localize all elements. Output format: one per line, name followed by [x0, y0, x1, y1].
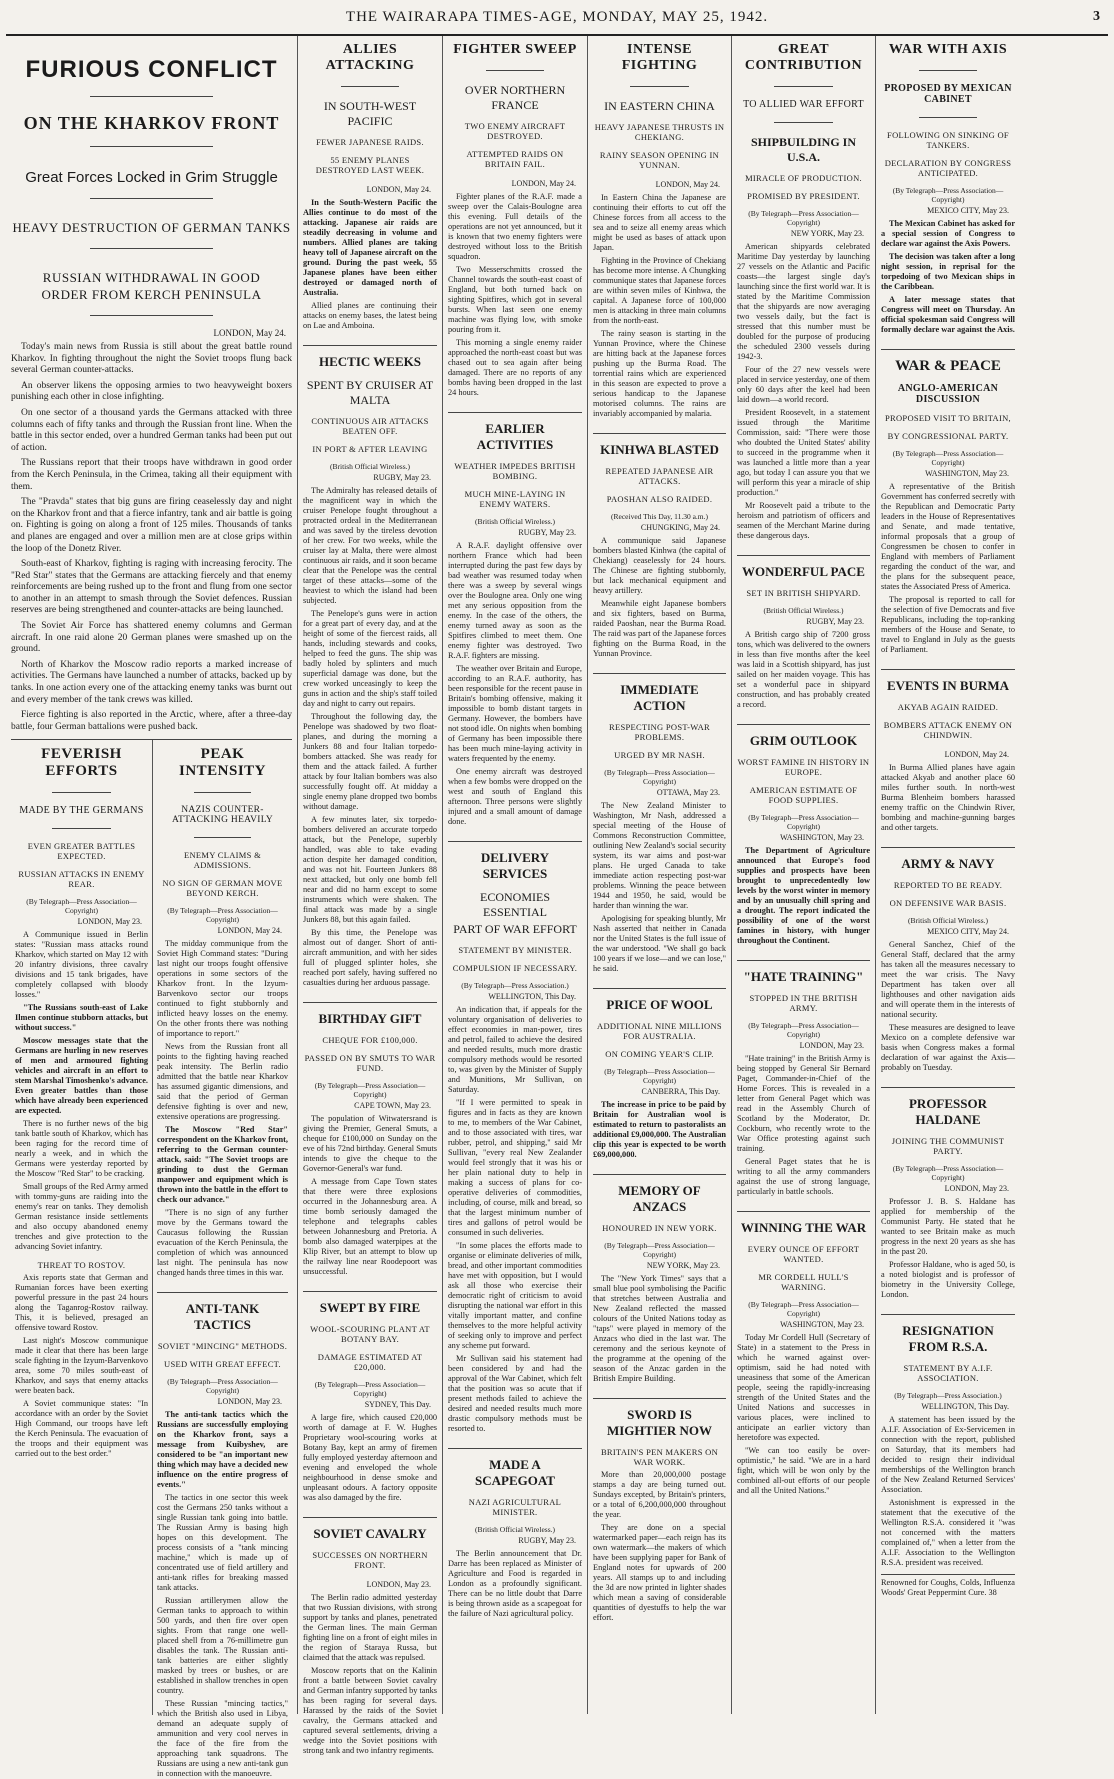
cavalry-para: The Berlin radio admitted yesterday that two Russian divisions, with strong support by tanks and planes, penetrated the German lines. The main German fighting line on a front of eight miles in the region of Staraya Russa, but claimed that the attack was repulsed. — [303, 1593, 437, 1662]
feverish-subhead-rostov: THREAT TO ROSTOV. — [37, 1260, 126, 1271]
fire-headline: SWEPT BY FIRE — [303, 1291, 437, 1316]
intense-para: The rainy season is starting in the Yunnan Province, where the Chinese are hitting back at the Japanese forces pushing up the Burma Road. The torrential rains which are experienced in this season are expected to prove a serious handicap to the Japanese motorised columns. The rains are invariably accompanied by malaria. — [593, 329, 726, 418]
antitank-dateline: LONDON, May 23. — [217, 1397, 282, 1407]
hectic-headline: HECTIC WEEKS — [303, 345, 437, 370]
hate-para: "Hate training" in the British Army is being stopped by General Sir Bernard Paget, Commander-in-Chief of the Home Forces. This is revealed in a letter from General Paget which was read in the Assembly Church of Scotland by the Moderator, Dr. Cockburn, who recently wrote to the War Office protesting against such training. — [737, 1054, 870, 1153]
action-headline: IMMEDIATE ACTION — [593, 673, 726, 714]
cavalry-headline: SOVIET CAVALRY — [303, 1517, 437, 1542]
army-headline: ARMY & NAVY — [881, 847, 1015, 872]
earlier-para: A R.A.F. daylight offensive over northern France which had been interrupted during the past few days by bad weather was resumed today when there was a sweep by several wings over the Boulogne area. Only one wing met any serious opposition from the enemy. In the case of the others, the enemy turned away as soon as the Spitfires climbed to meet them. One enemy fighter was destroyed. Two R.A.F. fighters are missing. — [448, 541, 582, 660]
hectic-para: The Penelope's guns were in action for a great part of every day, and at the height of some of the fiercest raids, all hands, including stewards and cooks, helped to feed the guns. The ship was badly holed by splinters and much superficial damage was done, but the crew worked unceasingly to keep the guns in action and the ship's staff toiled day and night to carry out repairs. — [303, 609, 437, 708]
fighter-dateline: LONDON, May 24. — [511, 179, 576, 188]
earlier-subhead: WEATHER IMPEDES BRITISH BOMBING. — [454, 461, 576, 481]
wool-subhead: ADDITIONAL NINE MILLIONS FOR AUSTRALIA. — [597, 1021, 722, 1041]
scapegoat-dateline: RUGBY, May 23. — [518, 1536, 576, 1545]
warpeace-para: The proposal is reported to call for the selection of five Democrats and five Republicans, including the top-ranking members of the House and Senate, to travel to England in July as the guests of Parliament. — [881, 595, 1015, 654]
army-para: These measures are designed to leave Mexico on a complete defensive war basis when Congress makes a formal declaration of war against the Axis—probably on Tuesday. — [881, 1023, 1015, 1072]
fire-subhead: DAMAGE ESTIMATED AT £20,000. — [317, 1352, 423, 1372]
great-para: Four of the 27 new vessels were placed in service yesterday, one of them only 60 days after the keel had been laid down—a world record. — [737, 365, 870, 404]
axis-credit: (By Telegraph—Press Association—Copyright) — [892, 186, 1004, 204]
axis-subhead: DECLARATION BY CONGRESS ANTICIPATED. — [884, 158, 1012, 178]
anzacs-para: The "New York Times" says that a small blue pool symbolising the Pacific that stretches between Australia and New Zealand reflected the massed colours of the United Nations today as "taps" were played in memory of the Anzacs who died in the last war. The ceremony and the serious keynote of the programme at the opening of the season of the Anzac garden in the British Empire Building. — [593, 1274, 726, 1383]
pace-subhead: SET IN BRITISH SHIPYARD. — [746, 588, 861, 598]
antitank-credit: (By Telegraph—Press Association—Copyright) — [167, 1377, 278, 1396]
great-column — [732, 36, 876, 1714]
earlier-subhead: MUCH MINE-LAYING IN ENEMY WATERS. — [464, 489, 566, 509]
action-credit: (By Telegraph—Press Association—Copyright) — [604, 768, 715, 786]
hectic-para: The Admiralty has released details of the magnificent way in which the cruiser Penelope fought throughout a protracted ordeal in the Mediterranean and was saved by the tireless devotion of her crew. For two weeks, while the cruiser lay at Malta, there were almost continuous air raids, and it soon became clear that the Penelope was the central target of these attacks—some of the heaviest to which the island had been subjected. — [303, 486, 437, 605]
birthday-para: The population of Witwatersrand is giving the Premier, General Smuts, a cheque for £100,000 on Sunday on the eve of his 72nd birthday. General Smuts intends to give the cheque to the Governor-General's war fund. — [303, 1114, 437, 1173]
army-dateline: MEXICO CITY, May 24. — [927, 927, 1009, 936]
grim-para: The Department of Agriculture announced that Europe's food supplies and prospects have been brought to unprecedentedly low levels by the worst winter in memory and by an unusually chill spring and a drought. The report indicated the possibility of one of the worst famines in history, with hunger throughout the Continent. — [737, 846, 870, 945]
birthday-credit: (By Telegraph—Press Association—Copyright) — [314, 1081, 426, 1099]
axis-para: The decision was taken after a long night session, in reprisal for the torpedoing of two Mexican ships in the Caribbean. — [881, 252, 1015, 291]
antitank-para: The anti-tank tactics which the Russians are successfully employing on the Kharkov front, says a message from Kuibyshev, are considered to be "an important new thing which may have a decided new influence on the entire progress of events." — [157, 1410, 288, 1490]
kinhwa-headline: KINHWA BLASTED — [593, 433, 726, 458]
great-subhead: PROMISED BY PRESIDENT. — [747, 191, 860, 201]
delivery-para: "In some places the efforts made to organise or eliminate deliveries of milk, bread, and other important commodities have met with opposition, but I would ask all those who exercise their democratic right of criticism to avoid disrupting the national war effort in this vitally important matter, and confine themselves to the more helpful activity of seeking only to improve and perfect any scheme put forward. — [448, 1241, 582, 1350]
hate-para: General Paget states that he is writing to all the army commanders against the use of strong language, particularly in battle schools. — [737, 1157, 870, 1196]
lead-para: The Soviet Air Force has shattered enemy columns and German aircraft. In one raid alone 20 German planes were smashed up on the ground. — [11, 621, 292, 655]
antitank-para: The tactics in one sector this week cost the Germans 250 tanks without a single Russian tank going into battle. The Russian Army is basing high hopes on this development. The process consists of a "tank mincing machine," which is made up of concentrated use of field artillery and anti-tank rifles for breaking massed tank attacks. — [157, 1493, 288, 1593]
sword-para: They are done on a special watermarked paper—each reign has its own watermark—the makers of which have been supplying paper for Bank of England notes for upwards of 200 years. All stamps up to and including the 3d are now printed in lighter shades which mean a saving of considerable quantities of dyestuffs to help the war effort. — [593, 1523, 726, 1622]
wool-para: The increase in price to be paid by Britain for Australian wool is estimated to return to pastoralists an additional £9,000,000. The Australian clip this year is expected to be worth £69,000,000. — [593, 1100, 726, 1159]
antitank-para: Russian artillerymen allow the German tanks to approach to within 500 yards, and then fire over open sights. From that range one well-placed shell from a 76-millimetre gun disables the tank. The Russian anti-tank batteries are either slightly masked by trees or bushes, or are established in shallow trenches in open country. — [157, 1596, 288, 1696]
action-dateline: OTTAWA, May 23. — [656, 788, 720, 797]
kinhwa-subhead: PAOSHAN ALSO RAIDED. — [606, 494, 713, 504]
advert-footer: Renowned for Coughs, Colds, Influenza Woods' Great Peppermint Cure. 38 — [881, 1574, 1015, 1598]
earlier-headline: EARLIER ACTIVITIES — [448, 412, 582, 453]
antitank-subhead: SOVIET "MINCING" METHODS. — [157, 1341, 288, 1352]
peak-para: News from the Russian front all points to the fighting having reached peak intensity. The Berlin radio admitted that the battle near Kharkov has assumed gigantic dimensions, and said that the period of German defensive fighting is over and new, extensive operations are progressing. — [157, 1042, 288, 1122]
feverish-subhead: EVEN GREATER BATTLES EXPECTED. — [27, 841, 136, 862]
hectic-para: By this time, the Penelope was almost out of danger. Short of anti-aircraft ammunition, and with her sides full of plugged splinter holes, she reached port safely, having suffered no casualties during her arduous passage. — [303, 928, 437, 987]
feverish-dateline: LONDON, May 23. — [77, 917, 142, 927]
pace-para: A British cargo ship of 7200 gross tons, which was delivered to the owners in less than five months after the keel was laid in a Scottish shipyard, has just sailed on her maiden voyage. This has set a wonderful pace in shipyard construction, and has probably created a record. — [737, 630, 870, 709]
lead-subhead-great-forces: Great Forces Locked in Grim Struggle — [25, 169, 278, 186]
haldane-headline: PROFESSOR HALDANE — [881, 1087, 1015, 1128]
feverish-para: A Communique issued in Berlin states: "Russian mass attacks round Kharkov, which started on May 12 with 20 infantry divisions, three cavalry divisions and 15 tank brigades, have completely collapsed with bloody losses." — [15, 930, 148, 1000]
warpeace-credit: (By Telegraph—Press Association—Copyright) — [892, 449, 1004, 467]
cavalry-subhead: SUCCESSES ON NORTHERN FRONT. — [312, 1550, 428, 1570]
sword-para: More than 20,000,000 postage stamps a day are being turned out. Sundays excepted, by Britain's printers, or a total of 6,200,000,000 throughout the year. — [593, 1470, 726, 1519]
intense-para: Fighting in the Province of Chekiang has become more intense. A Chungking communique states that Japanese forces are within seven miles of Kinhwa, the capital. A Japanese force of 100,000 men is attacking in three main columns from the north-east. — [593, 256, 726, 325]
delivery-subhead: ECONOMIES ESSENTIAL — [479, 890, 550, 919]
army-subhead: ON DEFENSIVE WAR BASIS. — [889, 898, 1007, 908]
action-subhead: URGED BY MR NASH. — [614, 750, 705, 760]
delivery-para: An indication that, if appeals for the voluntary organisation of deliveries to effect economies in man-power, tires and petrol, failed to achieve the desired and needed results, much more drastic compulsory methods would be resorted to, was given by the Minister of Supply and Munitions, Mr Sullivan, on Saturday. — [448, 1005, 582, 1094]
fire-credit: (By Telegraph—Press Association—Copyright) — [314, 1380, 426, 1398]
wool-dateline: CANBERRA, This Day. — [641, 1087, 720, 1096]
lead-para: An observer likens the opposing armies to two heavyweight boxers punishing each other in close infighting. — [11, 380, 292, 403]
haldane-dateline: LONDON, May 23. — [944, 1184, 1009, 1193]
action-para: The New Zealand Minister to Washington, Mr Nash, addressed a special meeting of the House of Commons Reconstruction Committee, outlining New Zealand's social security system, its war aims and post-war plans. He urged Canada to take immediate action respecting post-war problems. Winning the peace between 1944 and 1950, he said, would be harder than winning the war. — [593, 801, 726, 910]
peak-dateline: LONDON, May 24. — [217, 926, 282, 936]
anzacs-dateline: NEW YORK, May 23. — [646, 1261, 720, 1270]
feverish-headline: FEVERISH EFFORTS — [41, 746, 122, 780]
scapegoat-headline: MADE A SCAPEGOAT — [448, 1448, 582, 1489]
rsa-headline: RESIGNATION FROM R.S.A. — [881, 1314, 1015, 1355]
pace-dateline: RUGBY, May 23. — [806, 617, 864, 626]
haldane-subhead: JOINING THE COMMUNIST PARTY. — [891, 1136, 1005, 1156]
delivery-subhead: PART OF WAR EFFORT — [453, 922, 577, 936]
intense-para: In Eastern China the Japanese are continuing their efforts to cut off the Chinese forces from all access to the sea and to seize all enemy areas which might be used as bases of attack upon Japan. — [593, 193, 726, 252]
feverish-para: A Soviet communique states: "In accordance with an order by the Soviet High Command, our troops have left the Kerch Peninsula. The evacuation of the troops and their equipment was carried out to the best order." — [15, 1399, 148, 1459]
hectic-subhead: CONTINUOUS AIR ATTACKS BEATEN OFF. — [311, 416, 429, 436]
fire-subhead: WOOL-SCOURING PLANT AT BOTANY BAY. — [310, 1324, 430, 1344]
delivery-subhead: COMPULSION IF NECESSARY. — [452, 963, 578, 973]
lead-subhead-kharkov: ON THE KHARKOV FRONT — [23, 113, 280, 133]
peak-para: The Moscow "Red Star" correspondent on the Kharkov front, referring to the German counter-attack, said: "The Soviet troops are grinding to dust the German manpower and equipment which is thrown into the battle in the effort to check our advance." — [157, 1125, 288, 1205]
birthday-headline: BIRTHDAY GIFT — [303, 1002, 437, 1027]
hectic-para: A few minutes later, six torpedo-bombers delivered an accurate torpedo attack, but the Penelope, superbly handled, was able to take evading action despite her damaged condition, and was not hit. Fourteen Junkers 88 next attacked, but only one bomb fell near and did no harm except to some instruments which were shaken. The final attack was made by a single Junkers 88, but this again failed. — [303, 815, 437, 924]
axis-dateline: MEXICO CITY, May 23. — [927, 206, 1009, 215]
feverish-para: There is no further news of the big tank battle south of Kharkov, which has been raging for the record time of nearly a week, and in which the Germans were yesterday reported by the Moscow "Red Star" to be cracking. — [15, 1119, 148, 1179]
lead-dateline: LONDON, May 24. — [213, 328, 286, 338]
warpeace-subhead: BY CONGRESSIONAL PARTY. — [887, 431, 1009, 441]
fighter-subhead: ATTEMPTED RAIDS ON BRITAIN FAIL. — [466, 149, 564, 169]
antitank-subhead: USED WITH GREAT EFFECT. — [164, 1359, 281, 1370]
rsa-dateline: WELLINGTON, This Day. — [921, 1402, 1009, 1411]
hectic-para: Throughout the following day, the Penelope was shadowed by two float-planes, and during the morning a Junkers 88 and four Italian torpedo-bombers attacked. She was ready for them and the attack failed. A further attack by four Italian bombers was also successfully fought off. At midday a single enemy plane dropped two bombs without damage. — [303, 712, 437, 811]
earlier-credit: (British Official Wireless.) — [474, 517, 556, 526]
earlier-para: The weather over Britain and Europe, according to an R.A.F. authority, has been responsible for the recent pause in Britain's bombing offensive, making it impossible to bomb distant targets in Germany. However, the bombers have not stood idle. On nights when bombing of Germany has been impossible there has been much mine-laying activity in waters frequented by the enemy. — [448, 664, 582, 763]
feverish-subhead: RUSSIAN ATTACKS IN ENEMY REAR. — [18, 869, 145, 890]
wool-credit: (By Telegraph—Press Association—Copyright) — [604, 1067, 715, 1085]
axis-column — [876, 36, 1020, 1714]
axis-headline: WAR WITH AXIS — [888, 42, 1008, 57]
rsa-para: A statement has been issued by the A.I.F. Association of Ex-Servicemen in connection with the report, published on Saturday, that its members had decided to resign their individual memberships of the Wellington branch of the New Zealand Returned Services' Association. — [881, 1415, 1015, 1494]
peak-subhead: NAZIS COUNTER-ATTACKING HEAVILY — [171, 805, 274, 826]
sword-subhead: BRITAIN'S PEN MAKERS ON WAR WORK. — [600, 1447, 719, 1467]
winning-dateline: WASHINGTON, May 23. — [780, 1320, 864, 1329]
winning-subhead: EVERY OUNCE OF EFFORT WANTED. — [747, 1244, 860, 1264]
feverish-para: Axis reports state that German and Rumanian forces have been exerting powerful pressure in the past 24 hours along the Taganrog-Rostov railway. This, it is believed, presaged an offensive toward Rostov. — [15, 1273, 148, 1333]
army-subhead: REPORTED TO BE READY. — [893, 880, 1003, 890]
fighter-subhead: OVER NORTHERN FRANCE — [464, 83, 566, 112]
fighter-para: This morning a single enemy raider approached the north-east coast but was chased out to sea again after being damaged. There are no reports of any bombs having been dropped in the last 24 hours. — [448, 338, 582, 397]
scapegoat-para: The Berlin announcement that Dr. Darre has been replaced as Minister of Agriculture and Food is regarded in London as a profoundly significant. There can be no little doubt that Darre is being thrown aside as a scapegoat for the failure of Nazi agricultural policy. — [448, 1549, 582, 1618]
feverish-para: Small groups of the Red Army armed with tommy-guns are raiding into the enemy's rear on tanks. They demolish German resistance inside settlements and also occupy abandoned enemy trenches and give protection to the advancing Soviet infantry. — [15, 1182, 148, 1252]
lead-para: On one sector of a thousand yards the Germans attacked with three columns each of fifty tanks and through the Russian front line. When the battle in this sector ended, over a hundred German tanks had been put out of action. — [11, 407, 292, 453]
intense-subhead: HEAVY JAPANESE THRUSTS IN CHEKIANG. — [594, 122, 725, 142]
winning-subhead: MR CORDELL HULL'S WARNING. — [758, 1272, 849, 1292]
warpeace-dateline: WASHINGTON, May 23. — [925, 469, 1009, 478]
winning-para: Today Mr Cordell Hull (Secretary of State) in a statement to the Press in which he warned against over-optimism, said he had noted with uneasiness that some of the American people, seeing the rapidly-increasing strength of the United States and the United Nations and successes in various places, were inclined to anticipate an earlier victory than heretofore was expected. — [737, 1333, 870, 1442]
hate-subhead: STOPPED IN THE BRITISH ARMY. — [749, 993, 858, 1013]
winning-credit: (By Telegraph—Press Association—Copyright) — [748, 1300, 859, 1318]
cavalry-dateline: LONDON, May 23. — [366, 1580, 431, 1589]
wool-headline: PRICE OF WOOL — [593, 988, 726, 1013]
haldane-para: Professor J. B. S. Haldane has applied for membership of the Communist Party. He stated that he wanted to see Britain make as much progress in the next 20 years as she has in the past 20. — [881, 1197, 1015, 1256]
delivery-headline: DELIVERY SERVICES — [448, 841, 582, 882]
hectic-subhead: SPENT BY CRUISER AT MALTA — [306, 378, 434, 407]
intense-subhead: IN EASTERN CHINA — [604, 99, 715, 113]
grim-headline: GRIM OUTLOOK — [737, 724, 870, 749]
allies-para: Allied planes are continuing their attacks on enemy bases, the latest being on Lae and Amboina. — [303, 301, 437, 330]
birthday-subhead: PASSED ON BY SMUTS TO WAR FUND. — [304, 1053, 436, 1073]
antitank-para: These Russian "mincing tactics," which the British also used in Libya, demand an adequate supply of ammunition and very cool nerves in the face of the fire from the approaching tank squadrons. The Russians are using a new anti-tank gun in connection with the manoeuvre. — [157, 1699, 288, 1779]
peak-subhead: ENEMY CLAIMS & ADMISSIONS. — [183, 850, 262, 871]
burma-headline: EVENTS IN BURMA — [881, 669, 1015, 694]
burma-dateline: LONDON, May 24. — [944, 750, 1009, 759]
warpeace-para: A representative of the British Government has conferred secretly with the Republican and Democratic Party leaders in the House of Representatives and Senate, and made tentative, informal proposals that a group of Congressmen be chosen to confer in England with members of Parliament regarding the conduct of the war, and the plans for the subsequent peace, states the Associated Press of America. — [881, 482, 1015, 591]
lead-para: North of Kharkov the Moscow radio reports a marked increase of activities. The Germans have launched a number of attacks, backed up by tanks. In one action every one of the attacking enemy tanks was burnt out and every member of the tank crews was killed. — [11, 659, 292, 705]
peak-para: The midday communique from the Soviet High Command states: "During last night our troops fought offensive operations in some sectors of the Kharkov front. In the Izyum-Barvenkovo sector our troops continued to fight stubbornly and inflicted heavy losses on the enemy. On the other fronts there was nothing of importance to report." — [157, 939, 288, 1039]
hectic-dateline: RUGBY, May 23. — [373, 473, 431, 482]
feverish-subhead: MADE BY THE GERMANS — [19, 805, 144, 817]
burma-para: In Burma Allied planes have again attacked Akyab and another place 60 miles further south. In north-west Burma Blenheim bombers harassed enemy traffic on the Chindwin River, bombing and machine-gunning barges and other targets. — [881, 763, 1015, 832]
earlier-para: One enemy aircraft was destroyed when a few bombs were dropped on the west and south of England this afternoon. Three persons were slightly injured and a small amount of damage done. — [448, 767, 582, 826]
allies-para: In the South-Western Pacific the Allies continue to do most of the attacking. Japanese air raids are steadily decreasing in volume and numbers. Allied planes are taking heavy toll of Japanese aircraft on the ground. During the past week, 55 Japanese planes have been either destroyed or damaged north of Australia. — [303, 198, 437, 297]
peak-para: "There is no sign of any further move by the Germans toward the Caucasus following the Russian evacuation of the Kerch Peninsula, the completion of which was announced last night. The peninsula has now changed hands three times in this war. — [157, 1208, 288, 1278]
birthday-dateline: CAPE TOWN, May 23. — [354, 1101, 431, 1110]
allies-subhead: FEWER JAPANESE RAIDS. — [316, 137, 424, 147]
lead-para: South-east of Kharkov, fighting is raging with increasing ferocity. The "Red Star" states that the Germans are attacking fiercely and that enemy reinforcements are being rushed up to the front and flung from one sector to another in an attempt to smash through the Soviet defences. Russian reserves are being strengthened and counter-attacks are being launched. — [11, 559, 292, 616]
fighter-para: Two Messerschmitts crossed the Channel towards the south-east coast of England, but both turned back on sighting Spitfires, which got in several bursts. When last seen one enemy machine was flying low, with smoke pouring from it. — [448, 265, 582, 334]
kinhwa-credit: (Received This Day, 11.30 a.m.) — [611, 512, 708, 521]
great-credit: (By Telegraph—Press Association—Copyright) — [748, 209, 859, 227]
feverish-story — [11, 740, 153, 1715]
wool-subhead: ON COMING YEAR'S CLIP. — [605, 1049, 714, 1059]
hectic-subhead: IN PORT & AFTER LEAVING — [312, 444, 428, 454]
grim-credit: (By Telegraph—Press Association—Copyright) — [748, 813, 859, 831]
allies-subhead: 55 ENEMY PLANES DESTROYED LAST WEEK. — [315, 155, 425, 175]
kinhwa-dateline: CHUNGKING, May 24. — [640, 523, 720, 532]
allies-subhead: IN SOUTH-WEST PACIFIC — [323, 99, 417, 128]
intense-column — [588, 36, 732, 1714]
cavalry-para: Moscow reports that on the Kalinin front a battle between Soviet cavalry and German infantry supported by tanks has been raging for several days. Harassed by the raids of the Soviet cavalry, the Germans attacked and captured several settlements, driving a wedge into the Soviet positions with strong tank and two infantry regiments. — [303, 1666, 437, 1755]
feverish-para: Moscow messages state that the Germans are hurling in new reserves of men and armoured fighting vehicles and aircraft in an effort to stem Marshal Timoshenko's advance. Even greater battles than those which have already been experienced are expected. — [15, 1036, 148, 1116]
feverish-para: Last night's Moscow communique made it clear that there has been large scale fighting in the Izyum-Barvenkovo area, some 70 miles south-east of Kharkov, and says that enemy attacks were beaten back. — [15, 1336, 148, 1396]
warpeace-subhead: ANGLO-AMERICAN DISCUSSION — [897, 383, 999, 405]
action-subhead: RESPECTING POST-WAR PROBLEMS. — [608, 722, 711, 742]
great-subhead: MIRACLE OF PRODUCTION. — [745, 173, 862, 183]
lead-headline: FURIOUS CONFLICT — [25, 56, 278, 83]
delivery-dateline: WELLINGTON, This Day. — [488, 992, 576, 1001]
delivery-para: Mr Sullivan said his statement had been considered by and had the approval of the War Cabinet, which felt that the position was so acute that if present methods failed to achieve the desired and needed results much more drastic compulsory methods must be resorted to. — [448, 1354, 582, 1433]
anzacs-headline: MEMORY OF ANZACS — [593, 1174, 726, 1215]
hate-credit: (By Telegraph—Press Association—Copyright) — [748, 1021, 859, 1039]
axis-subhead: FOLLOWING ON SINKING OF TANKERS. — [887, 130, 1009, 150]
lead-story — [6, 36, 298, 1779]
fighter-para: Fighter planes of the R.A.F. made a sweep over the Calais-Boulogne area this evening. Full details of the operations are not yet announced, but it is known that two enemy fighters were destroyed without loss to the British squadron. — [448, 192, 582, 261]
peak-headline: PEAK INTENSITY — [178, 746, 267, 780]
great-headline: GREAT CONTRIBUTION — [744, 42, 863, 73]
fighter-headline: FIGHTER SWEEP — [453, 42, 577, 57]
lead-para: The "Pravda" states that big guns are firing ceaselessly day and night on the Kharkov front and that a fierce infantry, tank and air battle is going on. Fighting is going on along a front of 125 miles. Thousands of tanks and planes are engaged and over a million men are at close grips within the loop of the Donetz River. — [11, 497, 292, 554]
intense-dateline: LONDON, May 24. — [655, 180, 720, 189]
lead-subhead-withdrawal: RUSSIAN WITHDRAWAL IN GOOD ORDER FROM KERCH PENINSULA — [41, 270, 262, 302]
delivery-subhead: STATEMENT BY MINISTER. — [458, 945, 572, 955]
warpeace-headline: WAR & PEACE — [881, 349, 1015, 375]
kinhwa-para: A communique said Japanese bombers blasted Kinhwa (the capital of Chekiang) ceaselessly for 24 hours. The Chinese are fighting stubbornly, but lack mechanical equipment and heavy artillery. — [593, 536, 726, 595]
intense-subhead: RAINY SEASON OPENING IN YUNNAN. — [599, 150, 720, 170]
lead-para: The Russians report that their troops have withdrawn in good order from the Kerch Peninsula, in the Crimea, taking all their equipment with them. — [11, 458, 292, 492]
pace-credit: (British Official Wireless.) — [763, 606, 844, 615]
intense-headline: INTENSE FIGHTING — [621, 42, 698, 73]
warpeace-subhead: PROPOSED VISIT TO BRITAIN, — [885, 413, 1011, 423]
birthday-para: A message from Cape Town states that there were three explosions occurred in the Johannesburg area. A time bomb seriously damaged the telephone and telegraphs cables between Johannesburg and Pretoria. A bomb also damaged waterpipes at the Klip River, but an attempt to blow up the railway line near Roodepoort was unsuccessful. — [303, 1177, 437, 1276]
lead-subhead-tanks: HEAVY DESTRUCTION OF GERMAN TANKS — [12, 220, 291, 235]
peak-story — [153, 740, 292, 1779]
winning-para: "We can too easily be over-optimistic," he said. "We are in a hard fight, which will be won only by the combined all-out efforts of our people and all the United Nations." — [737, 1446, 870, 1495]
anzacs-subhead: HONOURED IN NEW YORK. — [602, 1223, 717, 1233]
pace-headline: WONDERFUL PACE — [737, 555, 870, 580]
rsa-credit: (By Telegraph—Press Association.) — [894, 1391, 1002, 1400]
peak-credit: (By Telegraph—Press Association—Copyright) — [167, 906, 278, 925]
hectic-credit: (British Official Wireless.) — [329, 462, 411, 471]
axis-subhead: PROPOSED BY MEXICAN CABINET — [884, 83, 1012, 105]
fire-para: A large fire, which caused £20,000 worth of damage at F. W. Hughes Proprietary wool-scouring works at Botany Bay, kept an army of firemen fully employed yesterday afternoon and evening and enveloped the whole neighbourhood in dense smoke and unpleasant odours. A factory opposite was also damaged by the fire. — [303, 1413, 437, 1502]
feverish-credit: (By Telegraph—Press Association—Copyright) — [26, 897, 137, 916]
army-credit: (British Official Wireless.) — [907, 916, 989, 925]
grim-subhead: WORST FAMINE IN HISTORY IN EUROPE. — [737, 757, 870, 777]
page-number: 3 — [1093, 9, 1100, 24]
great-para: American shipyards celebrated Maritime Day yesterday by launching 27 vessels on the Atlantic and Pacific coasts—the largest single day's launching since the first world war. It is stated by the Maritime Commission that the shipyards are now averaging two vessels daily, but the fact is stressed that this number must be doubled for the purpose of producing the scheduled 2300 vessels during 1942-3. — [737, 242, 870, 361]
great-subhead: TO ALLIED WAR EFFORT — [743, 99, 864, 110]
fire-dateline: SYDNEY, This Day. — [364, 1400, 431, 1409]
earlier-dateline: RUGBY, May 23. — [518, 528, 576, 537]
fighter-subhead: TWO ENEMY AIRCRAFT DESTROYED. — [464, 121, 566, 141]
great-dateline: NEW YORK, May 23. — [790, 229, 864, 238]
action-para: Apologising for speaking bluntly, Mr Nash asserted that neither in Canada nor the United States is the full issue of the war understood. "We shall go back 100 years if we lose—and we can lose," he said. — [593, 914, 726, 973]
rsa-para: Astonishment is expressed in the statement that the executive of the Wellington R.S.A. considered it "was not concerned with the matters complained of," when a letter from the A.I.F. Association to the Wellington R.S.A. president was received. — [881, 1498, 1015, 1567]
lower-left-columns — [11, 739, 292, 1779]
allies-dateline: LONDON, May 24. — [366, 185, 431, 194]
army-para: General Sanchez, Chief of the General Staff, declared that the army has taken all the measures necessary to meet the war crisis. The Navy Department has taken over all lighthouses and other navigation aids and will operate them in the interests of national security. — [881, 940, 1015, 1019]
haldane-credit: (By Telegraph—Press Association—Copyright) — [892, 1164, 1004, 1182]
burma-subhead: BOMBERS ATTACK ENEMY ON CHINDWIN. — [883, 720, 1013, 740]
lead-para: Fierce fighting is also reported in the Arctic, where, after a three-day battle, four German battalions were pushed back. — [11, 710, 292, 732]
kinhwa-subhead: REPEATED JAPANESE AIR ATTACKS. — [605, 466, 714, 486]
columns — [6, 36, 1108, 1779]
antitank-headline: ANTI-TANK TACTICS — [157, 1292, 288, 1333]
anzacs-credit: (By Telegraph—Press Association—Copyright) — [604, 1241, 715, 1259]
haldane-para: Professor Haldane, who is aged 50, is a noted biologist and is professor of biometry in the University College, London. — [881, 1260, 1015, 1299]
kinhwa-para: Meanwhile eight Japanese bombers and six fighters, based on Burma, raided Paoshan, near the Burma Road. The raid was part of the Japanese forces fighting on the Burma Road, in the Yunnan Province. — [593, 599, 726, 658]
winning-headline: WINNING THE WAR — [737, 1211, 870, 1236]
grim-subhead: AMERICAN ESTIMATE OF FOOD SUPPLIES. — [749, 785, 858, 805]
delivery-para: "If I were permitted to speak in figures and in facts as they are known to me, to members of the War Cabinet, and to those associated with tires, war rubber, petrol, and shipping," said Mr Sullivan, "every real New Zealander would feel strongly that it was his or her plain national duty to help in making a success of plans for co-operative deliveries of commodities, including, of course, milk and bread, so that the largest minimum number of tires and gallons of petrol would be consumed in such deliveries. — [448, 1098, 582, 1237]
peak-subhead: NO SIGN OF GERMAN MOVE BEYOND KERCH. — [162, 878, 283, 899]
feverish-para: "The Russians south-east of Lake Ilmen continue stubborn attacks, but without success." — [15, 1003, 148, 1033]
lead-para: Today's main news from Russia is still about the great battle round Kharkov. In fighting throughout the night the Soviet troops flung back several German counter-attacks. — [11, 342, 292, 376]
rsa-subhead: STATEMENT BY A.I.F. ASSOCIATION. — [903, 1363, 993, 1383]
fighter-column — [443, 36, 588, 1714]
hate-headline: "HATE TRAINING" — [737, 960, 870, 985]
burma-subhead: AKYAB AGAIN RAIDED. — [897, 702, 999, 712]
masthead-title: THE WAIRARAPA TIMES-AGE, MONDAY, MAY 25, 1942. — [345, 8, 769, 25]
sword-headline: SWORD IS MIGHTIER NOW — [593, 1398, 726, 1439]
scapegoat-subhead: NAZI AGRICULTURAL MINISTER. — [468, 1497, 562, 1517]
axis-para: A later message states that Congress will meet on Thursday. An official spokesman said Congress will formally declare war against the Axis. — [881, 295, 1015, 334]
masthead — [6, 0, 1108, 36]
hate-dateline: LONDON, May 23. — [799, 1041, 864, 1050]
axis-para: The Mexican Cabinet has asked for a special session of Congress to declare war against the Axis Powers. — [881, 219, 1015, 248]
scapegoat-credit: (British Official Wireless.) — [474, 1525, 556, 1534]
grim-dateline: WASHINGTON, May 23. — [780, 833, 864, 842]
great-para: President Roosevelt, in a statement issued through the Maritime Commission, said: "There were those who doubted the United States' ability to succeed in the programme when it was launched a little more than a year ago, but today I can assure you that we will perform this year a miracle of ship production." — [737, 408, 870, 497]
great-subhead: SHIPBUILDING IN U.S.A. — [750, 135, 857, 164]
allies-column — [298, 36, 443, 1755]
great-para: Mr Roosevelt paid a tribute to the heroism and patriotism of officers and seamen of the Merchant Marine during these dangerous days. — [737, 501, 870, 540]
birthday-subhead: CHEQUE FOR £100,000. — [322, 1035, 418, 1045]
allies-headline: ALLIES ATTACKING — [325, 42, 415, 73]
delivery-credit: (By Telegraph—Press Association.) — [461, 981, 569, 990]
